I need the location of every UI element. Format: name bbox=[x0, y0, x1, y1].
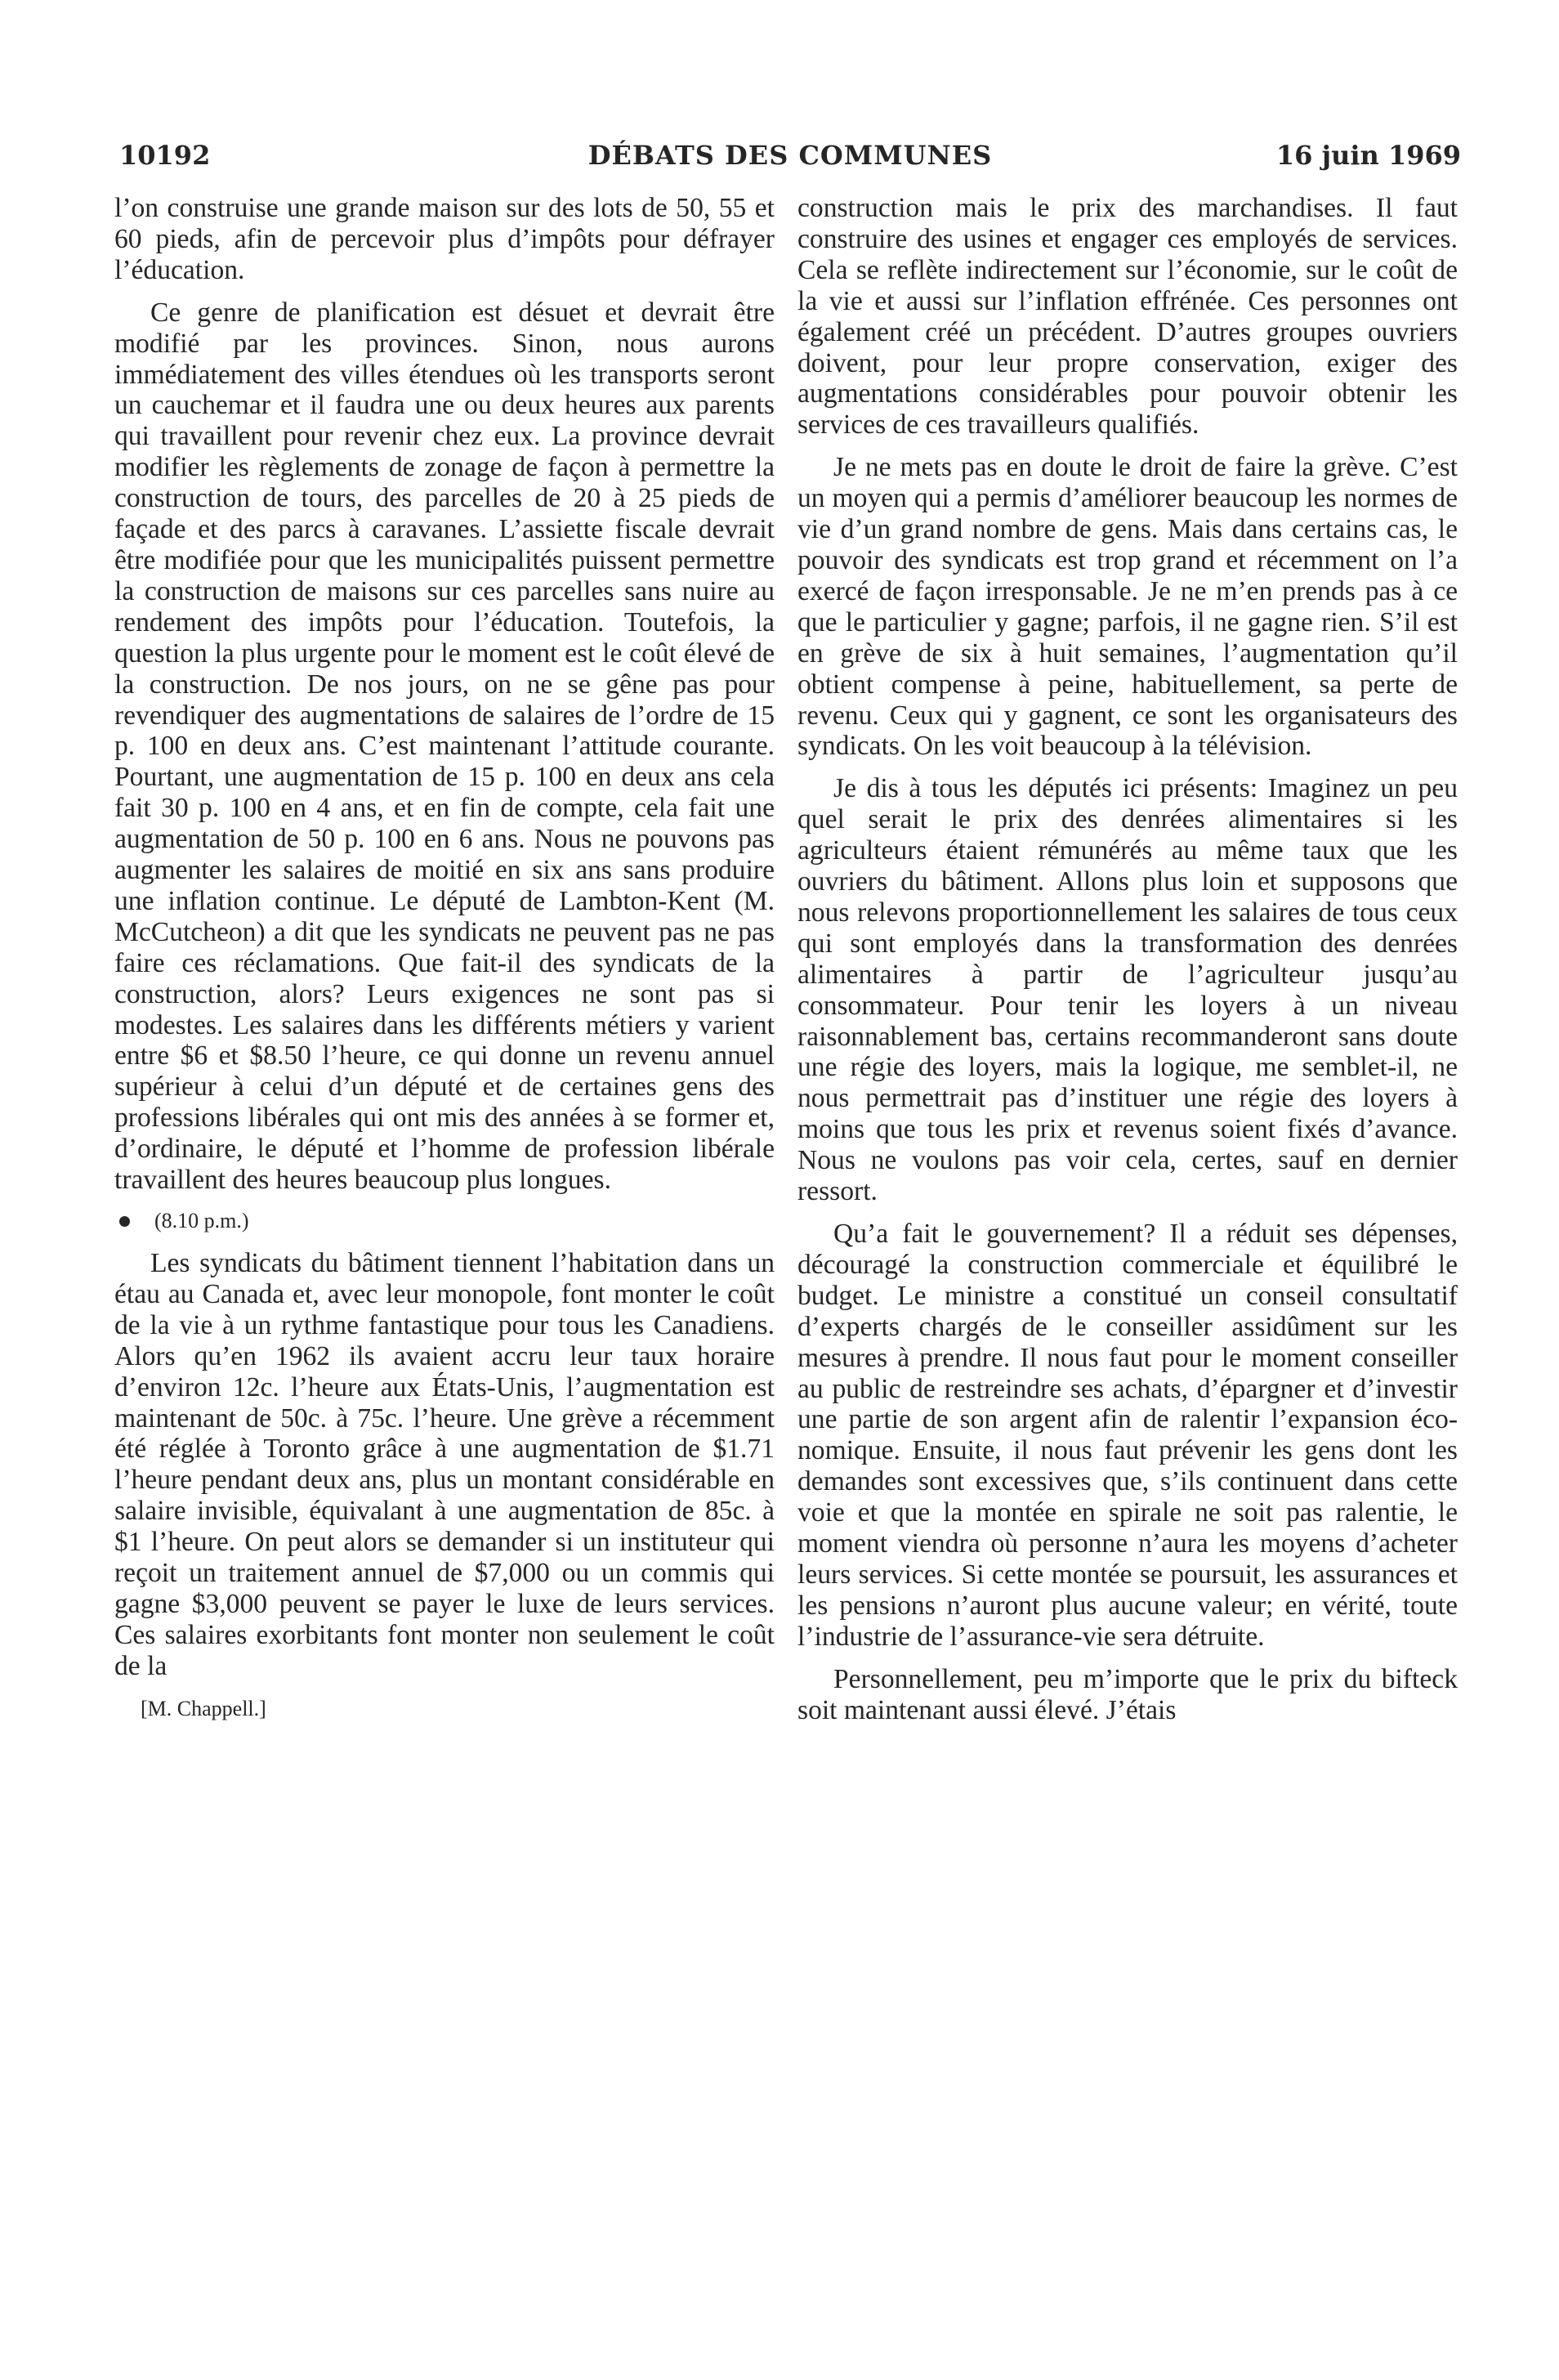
paragraph: Personnellement, peu m’importe que le prix du bifteck soit maintenant aussi élevé. J’étais bbox=[797, 1663, 1458, 1725]
time-stamp: (8.10 p.m.) bbox=[154, 1209, 249, 1232]
paragraph: l’on construise une grande maison sur des lots de 50, 55 et 60 pieds, afin de percevoir plus d’impôts pour défrayer l’éducation. bbox=[114, 193, 775, 285]
time-marker bbox=[114, 1207, 775, 1235]
publication-title: DÉBATS DES COMMUNES bbox=[587, 140, 993, 171]
paragraph: Je ne mets pas en doute le droit de faire la grève. C’est un moyen qui a permis d’améliorer beaucoup les normes de vie d’un grand nombre de gens. Mais dans certains cas, le pouvoir des syndicats est trop grand et récemment on l’a exercé de façon irresponsable. Je ne m’en prends pas à ce que le particulier y gagne; parfois, il ne gagne rien. S’il est en grève de six à huit semaines, l’augmentation qu’il obtient compense à peine, habituellement, sa perte de revenu. Ceux qui y gagnent, ce sont les organisateurs des syndicats. On les voit beaucoup à la télévision. bbox=[797, 452, 1458, 762]
paragraph: Je dis à tous les députés ici présents: Imaginez un peu quel serait le prix des denrées alimentaires si les agriculteurs étaient rémunérés au même taux que les ouvriers du bâtiment. Allons plus loin et supposons que nous relevons proportionnellement les salaires de tous ceux qui sont employés dans la transformation des denrées alimentaires à partir de l’agriculteur jusqu’au consommateur. Pour tenir les loyers à un niveau raisonnablement bas, certains recommanderont sans doute une régie des loyers, mais la logique, me semblet-il, ne nous permettrait pas d’instituer une régie des loyers à moins que tous les prix et revenus soient fixés d’avance. Nous ne voulons pas voir cela, certes, sauf en dernier ressort. bbox=[797, 773, 1458, 1207]
bullet-icon bbox=[119, 1216, 130, 1227]
page-date: 16 juin 1969 bbox=[1275, 140, 1461, 171]
paragraph: Qu’a fait le gouvernement? Il a réduit ses dépenses, découragé la construction commerciale et équilibré le budget. Le ministre a constitué un conseil consultatif d’experts chargés de le conseiller assidûment sur les mesures à prendre. Il nous faut pour le moment conseiller au public de restreindre ses achats, d’épargner et d’investir une partie de son argent afin de ralentir l’expansion économique. Ensuite, il nous faut prévenir les gens dont les demandes sont excessives que, s’ils continuent dans cette voie et que la montée en spirale ne soit pas ralentie, le moment viendra où personne n’aura les moyens d’acheter leurs services. Si cette montée se poursuit, les assurances et les pensions n’auront plus aucune valeur; en vérité, toute l’industrie de l’assurance-vie sera détruite. bbox=[797, 1219, 1458, 1652]
left-column bbox=[114, 193, 775, 1723]
page-number: 10192 bbox=[119, 140, 211, 171]
right-column bbox=[797, 193, 1458, 1738]
paragraph: Ce genre de planification est désuet et devrait être modifié par les provinces. Sinon, nous aurons immédiatement des villes étendues où les transports seront un cauchemar et il faudra une ou deux heures aux parents qui travaillent pour revenir chez eux. La province devrait modifier les règlements de zonage de façon à permettre la construction de tours, des parcelles de 20 à 25 pieds de façade et des parcs à caravanes. L’assiette fiscale devrait être modifiée pour que les municipalités puissent permettre la construction de maisons sur ces parcelles sans nuire au rendement des impôts pour l’éducation. Toutefois, la question la plus urgente pour le moment est le coût élevé de la construction. De nos jours, on ne se gêne pas pour revendiquer des augmentations de salaires de l’ordre de 15 p. 100 en deux ans. C’est maintenant l’attitude courante. Pourtant, une augmentation de 15 p. 100 en deux ans cela fait 30 p. 100 en 4 ans, et en fin de compte, cela fait une augmentation de 50 p. 100 en 6 ans. Nous ne pouvons pas augmenter les salaires de moitié en six ans sans produire une inflation continue. Le député de Lambton-Kent (M. McCutcheon) a dit que les syndicats ne peuvent pas ne pas faire ces réclamations. Que fait-il des syndicats de la construction, alors? Leurs exigences ne sont pas si modestes. Les salaires dans les différents métiers y varient entre $6 et $8.50 l’heure, ce qui donne un revenu annuel supérieur à celui d’un député et de certaines gens des professions libérales qui ont mis des années à se former et, d’ordinaire, le député et l’homme de profession libérale travaillent des heures beaucoup plus longues. bbox=[114, 297, 775, 1196]
paragraph: construction mais le prix des marchandises. Il faut construire des usines et engager ces employés de services. Cela se reflète indirectement sur l’économie, sur le coût de la vie et aussi sur l’inflation effrénée. Ces personnes ont également créé un précédent. D’autres groupes ouvriers doivent, pour leur propre conservation, exiger des augmentations considérables pour pouvoir obtenir les services de ces travailleurs qualifiés. bbox=[797, 193, 1458, 441]
speaker-signature: [M. Chappell.] bbox=[141, 1696, 266, 1720]
paragraph: Les syndicats du bâtiment tiennent l’habitation dans un étau au Canada et, avec leur monopole, font monter le coût de la vie à un rythme fantastique pour tous les Canadiens. Alors qu’en 1962 ils avaient accru leur taux horaire d’environ 12c. l’heure aux États-Unis, l’augmentation est maintenant de 50c. à 75c. l’heure. Une grève a récemment été réglée à Toronto grâce à une augmentation de $1.71 l’heure pendant deux ans, plus un montant considérable en salaire invisible, équivalant à une augmentation de 85c. à $1 l’heure. On peut alors se demander si un instituteur qui reçoit un traitement annuel de $7,000 ou un commis qui gagne $3,000 peuvent se payer le luxe de leurs services. Ces salaires exorbitants font monter non seulement le coût de la bbox=[114, 1248, 775, 1681]
page-header bbox=[119, 137, 1461, 173]
